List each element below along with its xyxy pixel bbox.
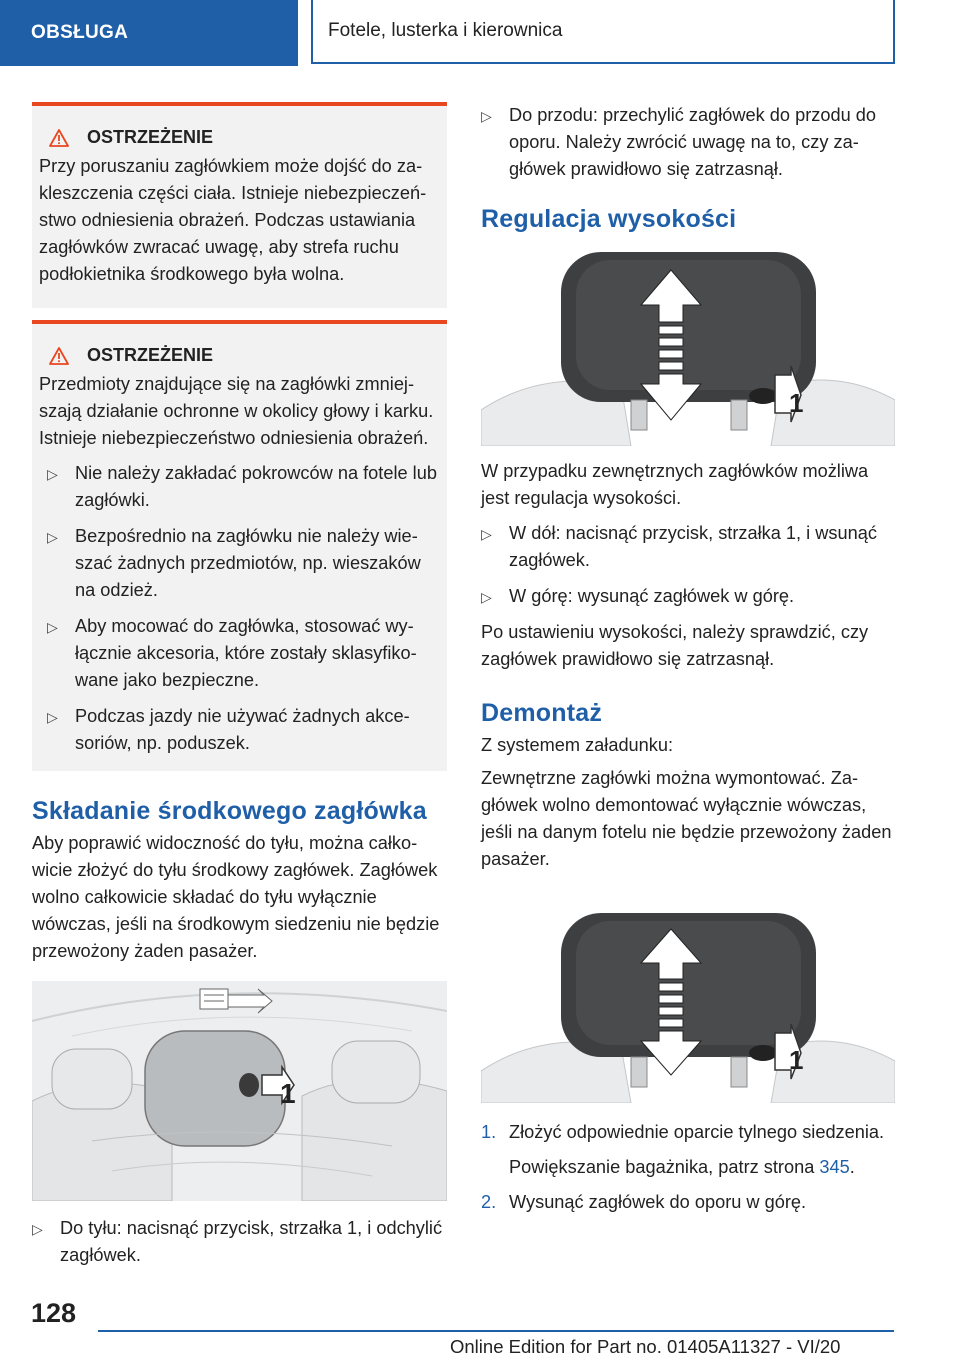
triangle-bullet-icon: ▷ (47, 619, 58, 635)
list-item: 1. Złożyć odpowiednie oparcie tylnego siedzenia. Powiększanie bagażnika, patrz strona 345. (481, 1119, 895, 1181)
triangle-bullet-icon: ▷ (481, 589, 492, 605)
removal-steps (481, 1119, 895, 1216)
height-description: W przypadku zewnętrznych zagłówków możliwa jest regulacja wysokości. (481, 461, 869, 508)
warning-bullet-list (39, 460, 437, 757)
warning-title: OSTRZEŻENIE (39, 342, 437, 369)
removal-description: Zewnętrzne zagłówki można wymontować. Zagłówek wolno demontować wyłącznie wówczas, jeśli na danym fotelu nie będzie przewożony żaden pasażer. (481, 768, 892, 869)
triangle-bullet-icon: ▷ (481, 526, 492, 542)
rear-seat-headrest-image (32, 981, 447, 1201)
step-note: Powiększanie bagażnika, patrz strona 345. (509, 1157, 855, 1177)
image-callout-label: 1 (789, 1045, 804, 1075)
triangle-bullet-icon: ▷ (47, 709, 58, 725)
list-item: ▷ Aby mocować do zagłówka, stosować wyłącznie akcesoria, które zostały sklasyfikowane jako bezpieczne. (47, 616, 417, 690)
list-item: ▷ W dół: nacisnąć przycisk, strzałka 1, i wsunąć zagłówek. (481, 523, 877, 570)
removal-intro: Z systemem załadunku: (481, 735, 674, 755)
warning-text: Przy poruszaniu zagłówkiem może dojść do zakleszczenia części ciała. Istnieje niebezpieczeństwo odniesienia obrażeń. Podczas ustawiania zagłówków zwracać uwagę, aby strefa ruchu podłokietnika środkowego była wolna. (39, 156, 427, 284)
image-callout-label: 1 (280, 1078, 296, 1109)
list-item: ▷ Bezpośrednio na zagłówku nie należy wieszać żadnych przedmiotów, np. wieszaków na odzież. (47, 526, 421, 600)
image-callout-label: 1 (789, 388, 804, 418)
page-number: 128 (31, 1298, 77, 1328)
warning-title: OSTRZEŻENIE (39, 124, 437, 151)
triangle-bullet-icon: ▷ (32, 1221, 43, 1237)
warning-triangle-icon (49, 347, 69, 365)
list-item: ▷ Do tyłu: nacisnąć przycisk, strzałka 1, i odchylić zagłówek. (32, 1218, 443, 1265)
chapter-title: Fotele, lusterka i kierownica (311, 0, 895, 64)
page-reference-link[interactable]: 345 (819, 1157, 850, 1177)
warning-triangle-icon (49, 129, 69, 147)
triangle-bullet-icon: ▷ (481, 108, 492, 124)
warning-box-1 (32, 102, 447, 308)
headrest-height-image-1 (481, 250, 895, 446)
section-tab: OBSŁUGA (0, 0, 298, 66)
triangle-bullet-icon: ▷ (47, 529, 58, 545)
list-item: ▷ Do przodu: przechylić zagłówek do przodu do oporu. Należy zwrócić uwagę na to, czy zagłówek prawidłowo się zatrzasnął. (481, 105, 876, 179)
warning-box-2 (32, 320, 447, 771)
left-column (32, 102, 447, 1278)
section-heading-height: Regulacja wysokości (481, 205, 737, 233)
step-number: 1. (481, 1122, 497, 1142)
list-item: ▷ Podczas jazdy nie używać żadnych akcesoriów, np. poduszek. (47, 706, 410, 753)
list-item: ▷ W górę: wysunąć zagłówek w górę. (481, 583, 895, 610)
footer-edition: Online Edition for Part no. 01405A11327 - VI/20 (450, 1336, 841, 1357)
right-column (481, 102, 895, 1216)
list-item: 2. Wysunąć zagłówek do oporu w górę. (481, 1189, 895, 1216)
section-heading-fold: Składanie środkowego zagłówka (32, 797, 427, 825)
list-item: ▷ Nie należy zakładać pokrowców na fotele lub zagłówki. (47, 463, 437, 510)
step-number: 2. (481, 1192, 497, 1212)
height-after-text: Po ustawieniu wysokości, należy sprawdzić, czy zagłówek prawidłowo się zatrzasnął. (481, 622, 869, 669)
forward-bullet-list (481, 102, 895, 183)
fold-description: Aby poprawić widoczność do tyłu, można całkowicie złożyć do tyłu środkowy zagłówek. Zagłówek wolno całkowicie składać do tyłu wyłącznie wówczas, jeśli na środkowym siedzeniu nie będzie przewożony żaden pasażer. (32, 833, 440, 961)
triangle-bullet-icon: ▷ (47, 466, 58, 482)
section-heading-removal: Demontaż (481, 699, 603, 727)
fold-bullet-list (32, 1215, 447, 1269)
warning-text: Przedmioty znajdujące się na zagłówki zmniejszają działanie ochronne w okolicy głowy i karku. Istnieje niebezpieczeństwo odniesienia obrażeń. (39, 374, 434, 448)
footer-divider (98, 1330, 894, 1332)
headrest-height-image-2 (481, 911, 895, 1103)
height-bullet-list (481, 520, 895, 610)
